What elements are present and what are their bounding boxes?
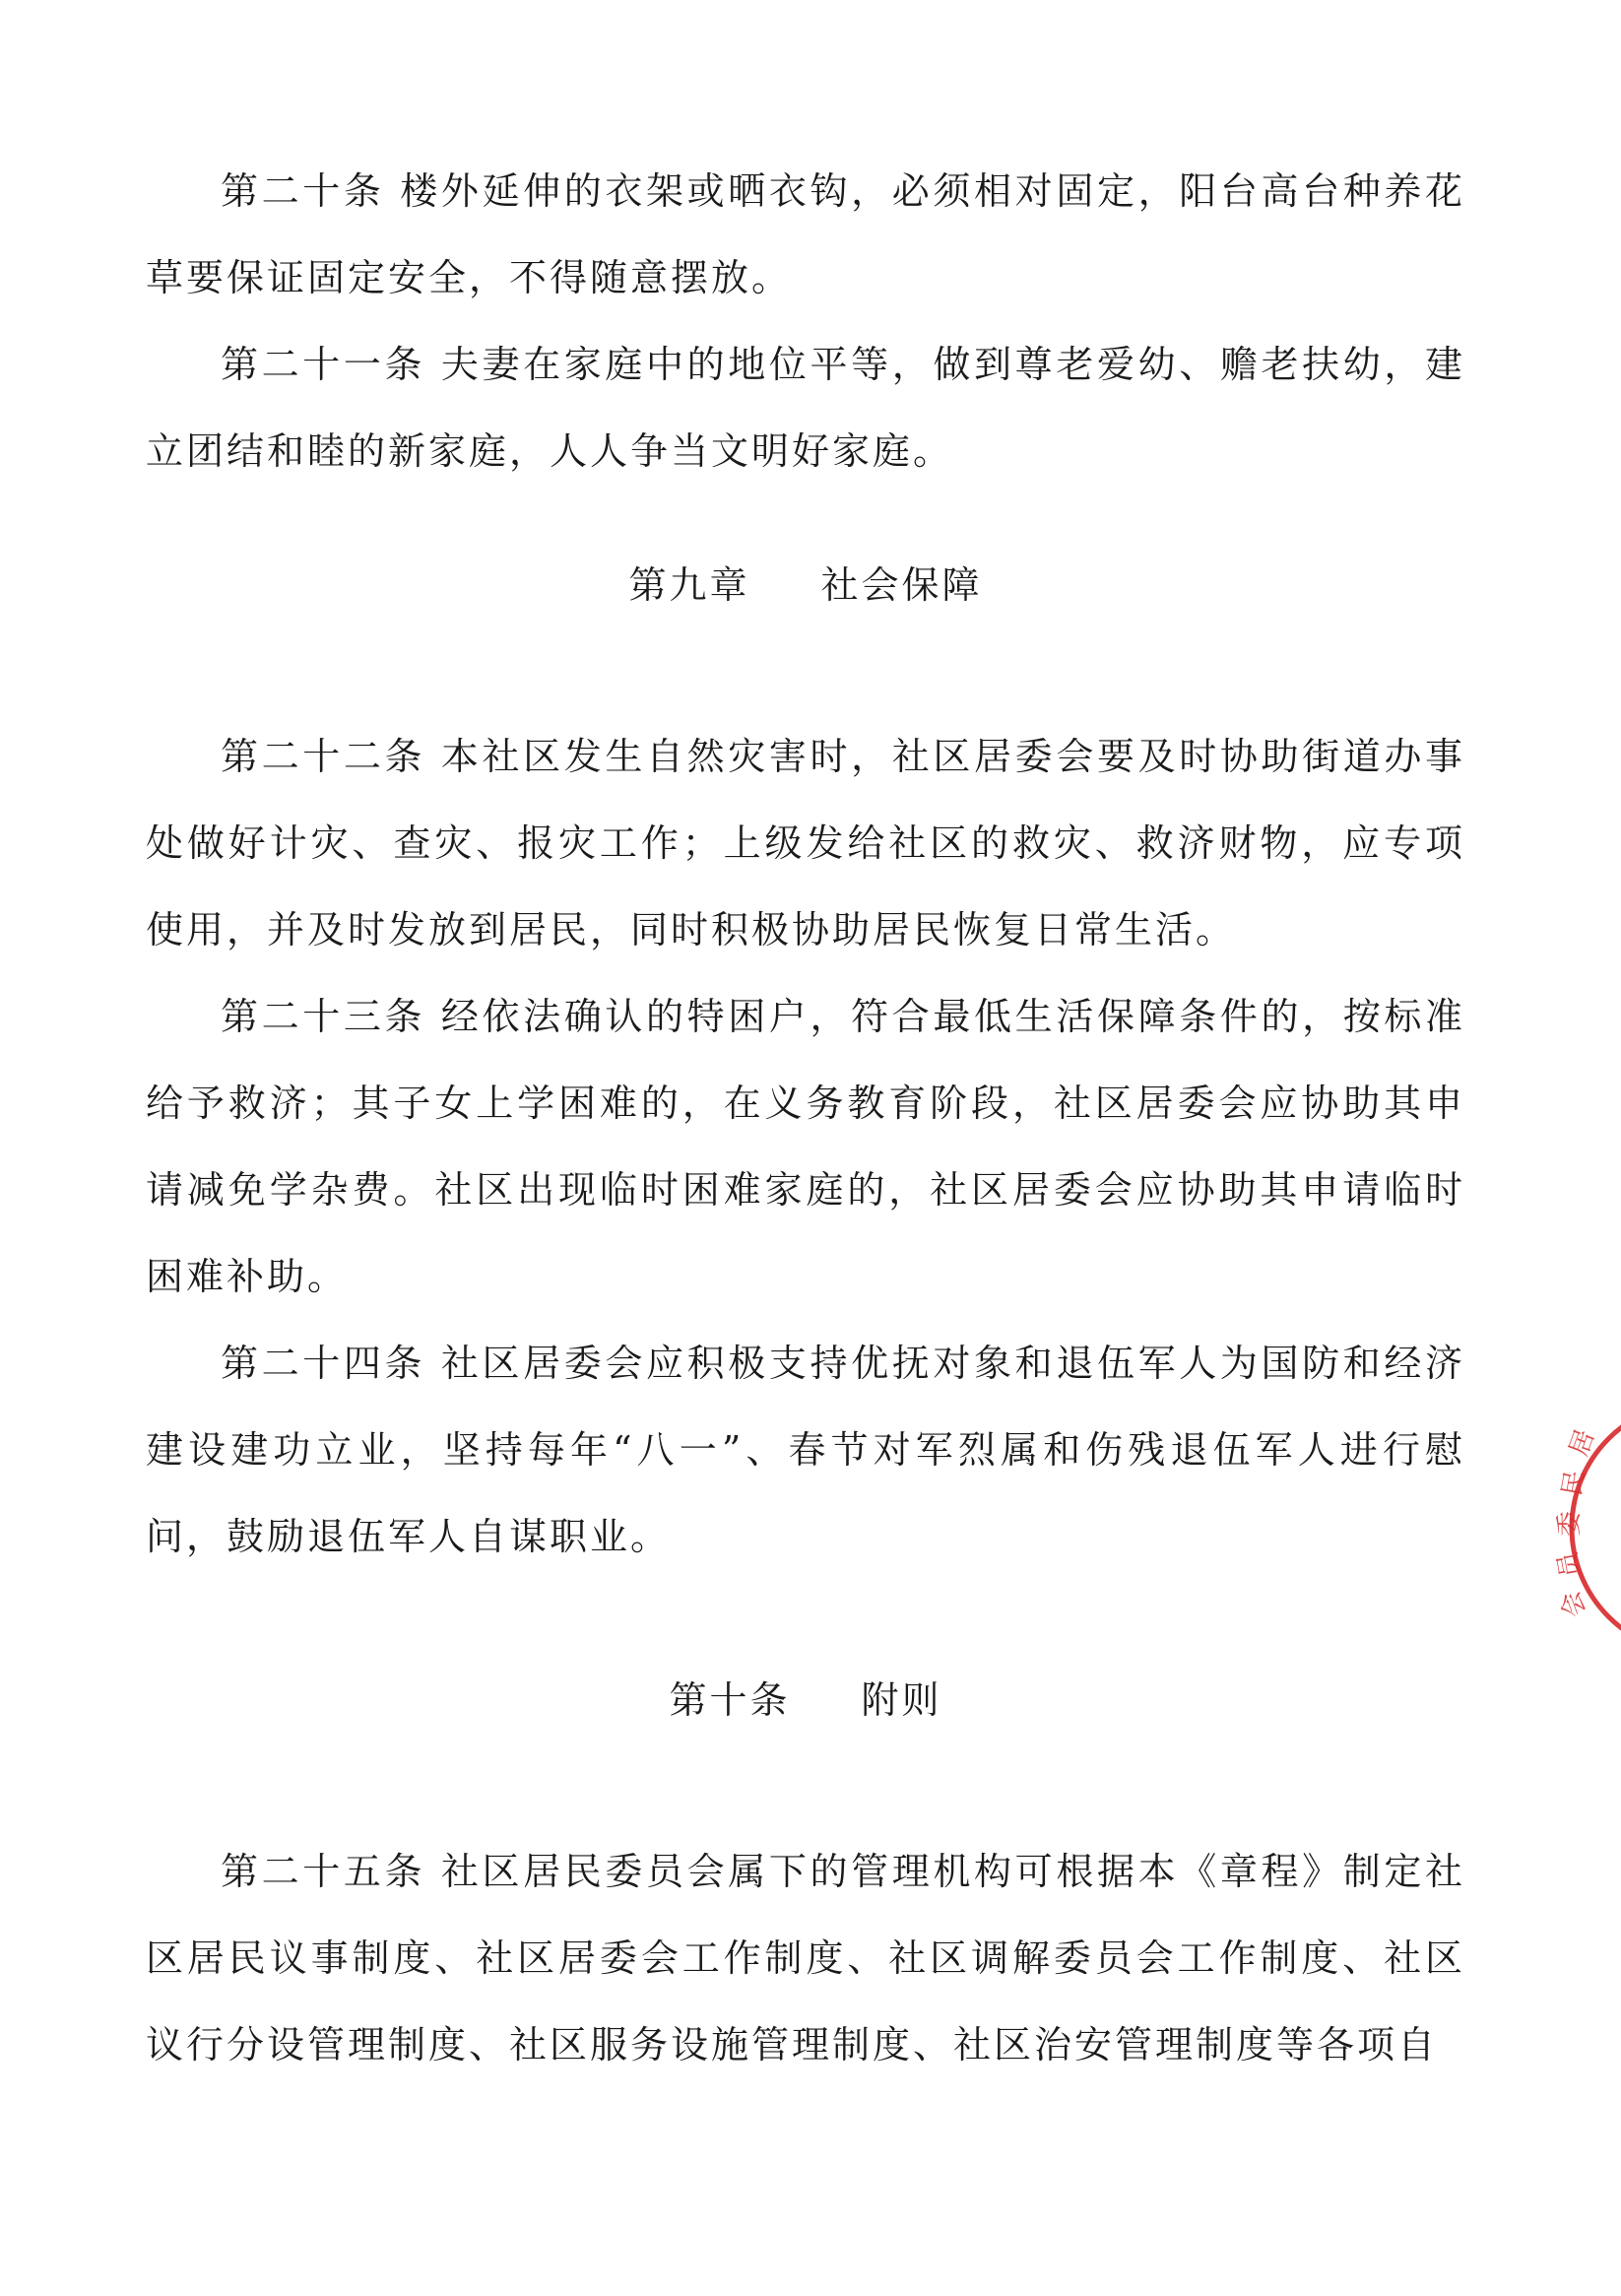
article-20: 第二十条 楼外延伸的衣架或晒衣钩，必须相对固定，阳台高台种养花草要保证固定安全，不得随意摆放。	[146, 169, 1465, 299]
seal-icon	[1550, 1399, 1621, 1657]
chapter-9-title: 社会保障	[820, 563, 983, 607]
svg-text:委: 委	[1555, 1510, 1585, 1537]
official-seal-stamp	[1550, 1399, 1621, 1657]
document-body	[146, 148, 1465, 2088]
svg-text:居: 居	[1564, 1425, 1601, 1461]
article-21: 第二十一条 夫妻在家庭中的地位平等，做到尊老爱幼、赡老扶幼，建立团结和睦的新家庭，人人争当文明好家庭。	[146, 343, 1465, 473]
chapter-9-heading	[146, 542, 1465, 628]
svg-text:员: 员	[1552, 1549, 1587, 1580]
chapter-10-title: 附则	[861, 1678, 942, 1722]
article-25: 第二十五条 社区居民委员会属下的管理机构可根据本《章程》制定社区居民议事制度、社区居委会工作制度、社区调解委员会工作制度、社区议行分设管理制度、社区服务设施管理制度、社区治安管理制度等各项自	[146, 1850, 1465, 2066]
chapter-10-heading	[146, 1657, 1465, 1743]
svg-text:民: 民	[1557, 1468, 1591, 1499]
svg-text:会: 会	[1555, 1587, 1592, 1621]
article-23: 第二十三条 经依法确认的特困户，符合最低生活保障条件的，按标准给予救济；其子女上学困难的，在义务教育阶段，社区居委会应协助其申请减免学杂费。社区出现临时困难家庭的，社区居委会应协助其申请临时困难补助。	[146, 995, 1465, 1298]
article-24: 第二十四条 社区居委会应积极支持优抚对象和退伍军人为国防和经济建设建功立业，坚持每年“八一”、春节对军烈属和伤残退伍军人进行慰问，鼓励退伍军人自谋职业。	[146, 1342, 1465, 1558]
chapter-9-number: 第九章	[628, 563, 750, 607]
chapter-10-number: 第十条	[669, 1678, 791, 1722]
article-22: 第二十二条 本社区发生自然灾害时，社区居委会要及时协助街道办事处做好计灾、查灾、报灾工作；上级发给社区的救灾、救济财物，应专项使用，并及时发放到居民，同时积极协助居民恢复日常生活。	[146, 735, 1465, 951]
